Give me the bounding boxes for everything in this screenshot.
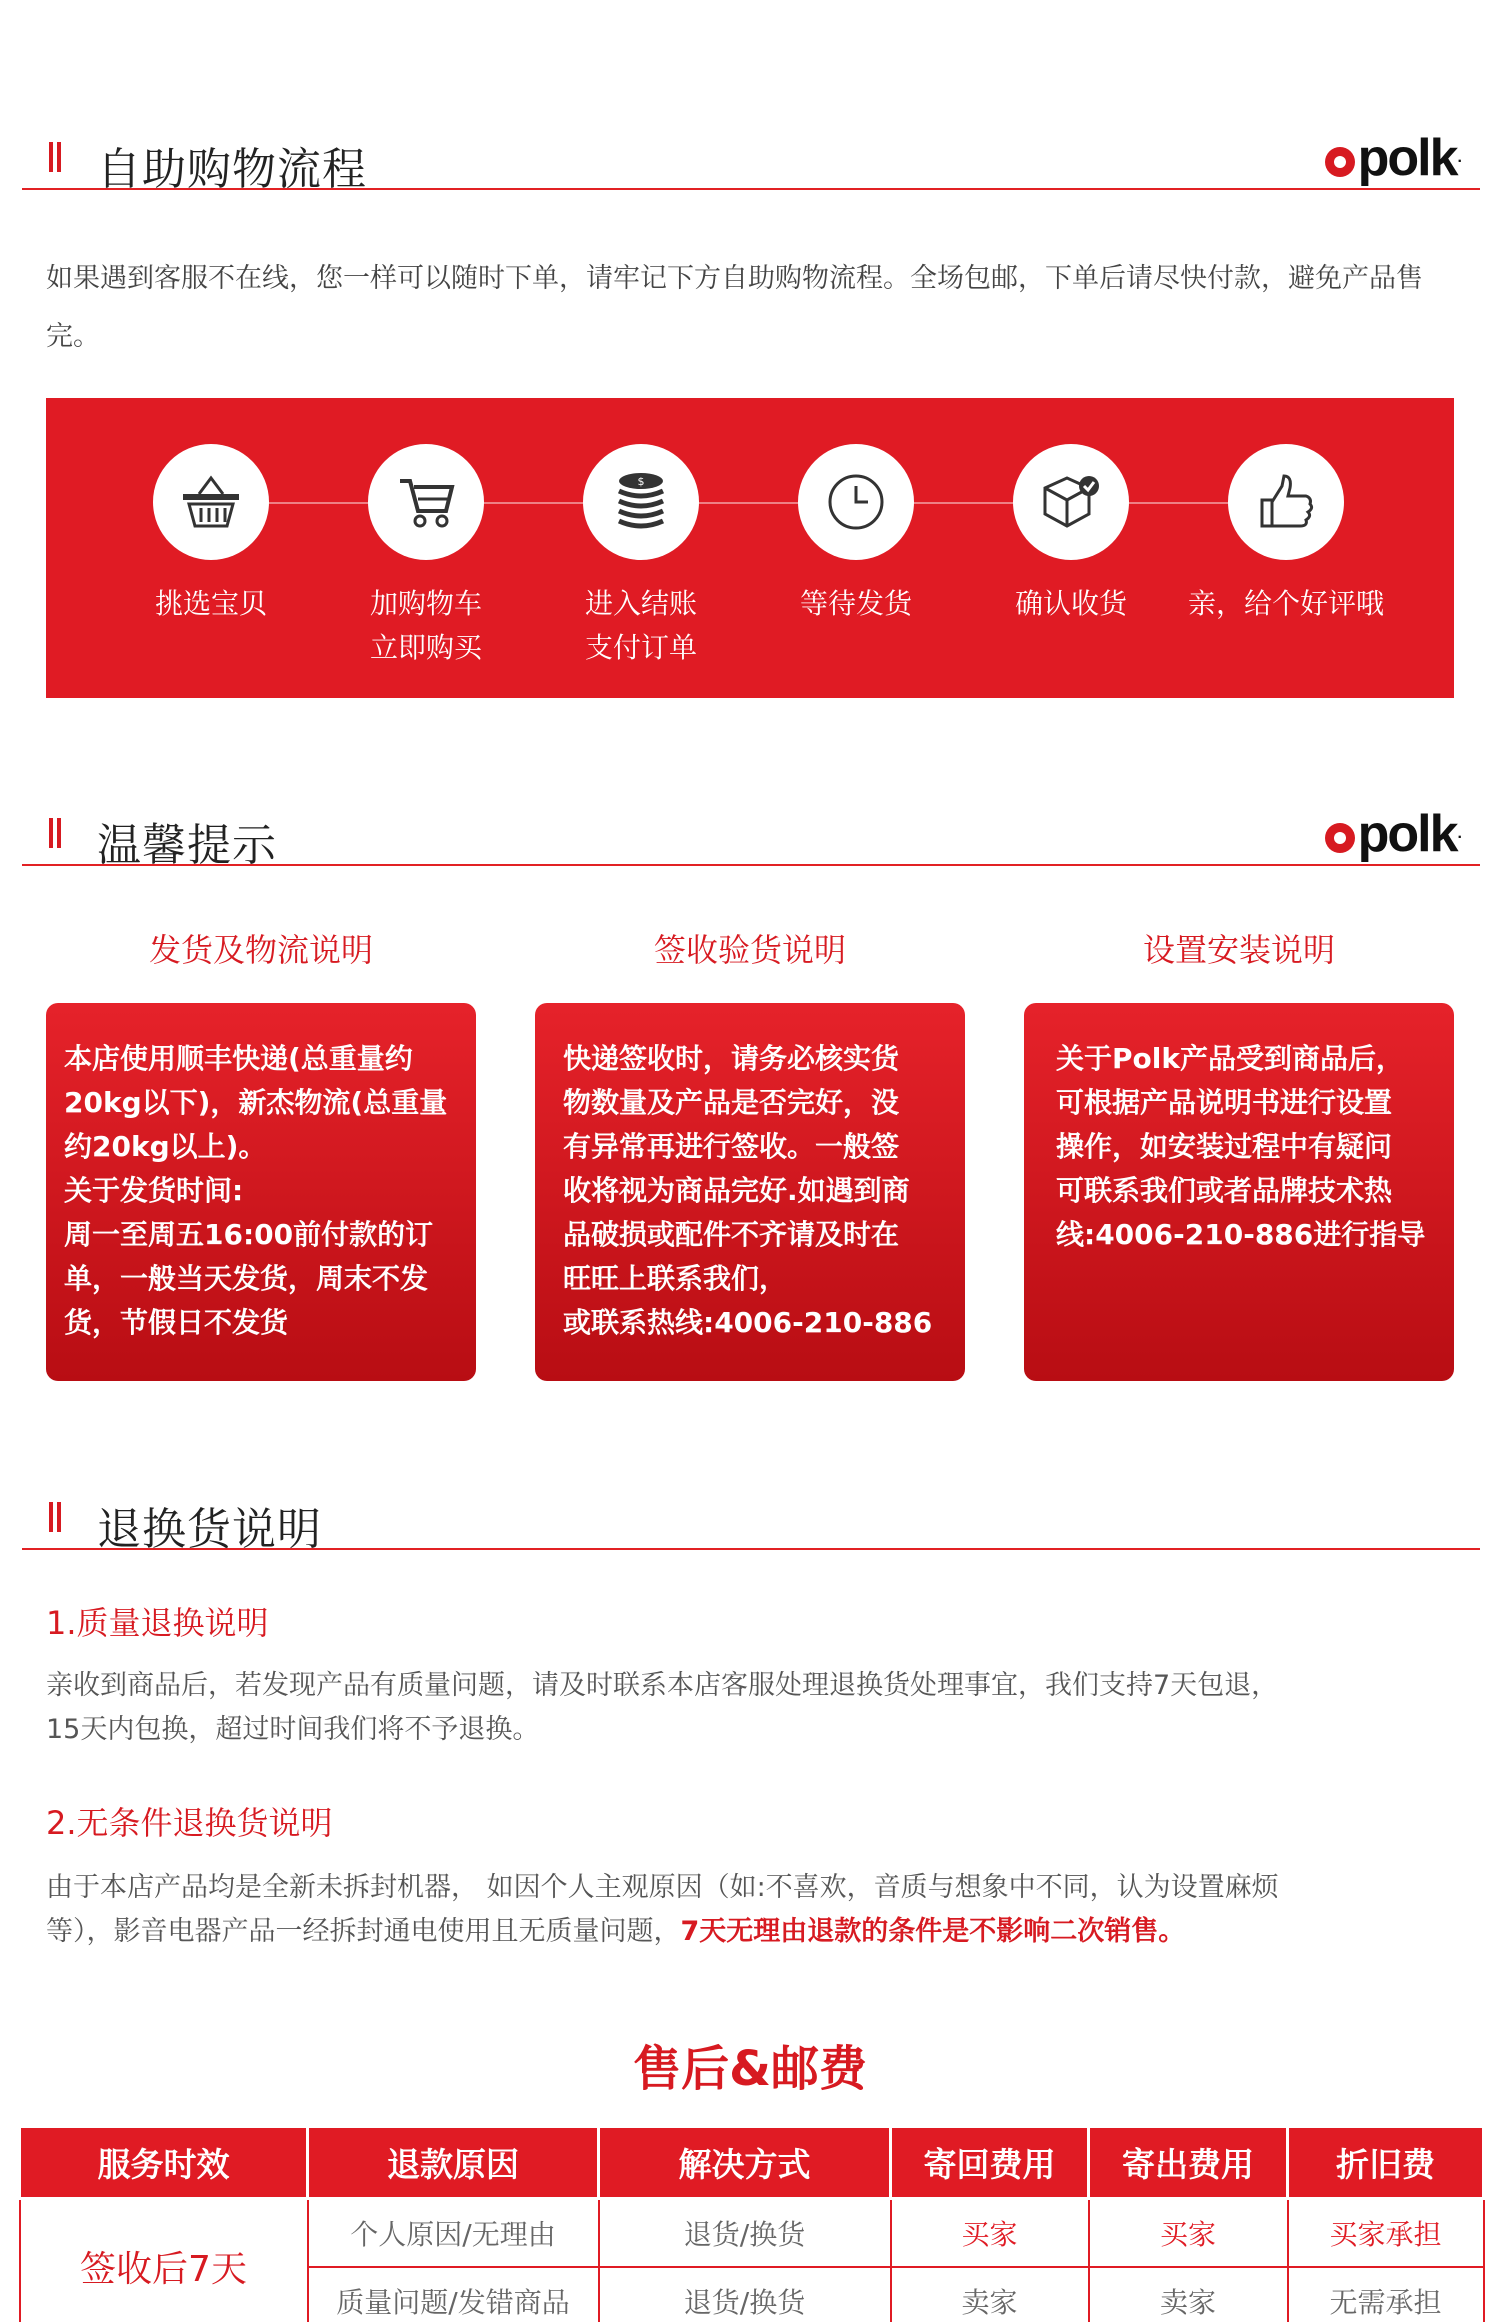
tip-card: 本店使用顺丰快递(总重量约 20kg以下)，新杰物流(总重量 约20kg以上)。 关于发货时间: 周一至周五16:00前付款的订 单，一般当天发货，周末不发 货，节假日不发货 [46, 1003, 476, 1381]
tip-shipping [46, 925, 476, 1381]
header-cell: 寄出费用 [1089, 2127, 1288, 2199]
table-cell: 买家 [1089, 2199, 1288, 2267]
svg-text:$: $ [637, 475, 645, 488]
header-cell: 退款原因 [308, 2127, 599, 2199]
section-marker-icon [49, 818, 53, 848]
section-title: 退换货说明 [97, 1504, 322, 1555]
section-header-shopping-flow [22, 129, 1480, 195]
section-header-tips [22, 805, 1480, 871]
table-cell: 退货/换货 [599, 2199, 891, 2267]
clock-icon [798, 444, 914, 560]
highlight-text: 7天无理由退款的条件是不影响二次销售。 [680, 1916, 1186, 1947]
intro-text: 如果遇到客服不在线，您一样可以随时下单，请牢记下方自助购物流程。全场包邮，下单后请尽快付款，避免产品售完。 [46, 263, 1423, 352]
shopping-flow-banner [46, 398, 1454, 698]
polk-logo: polk . [1325, 804, 1460, 864]
table-cell: 质量问题/发错商品 [308, 2267, 599, 2322]
table-header-row [20, 2127, 1484, 2199]
section-title: 温馨提示 [97, 820, 277, 871]
tip-card: 快递签收时，请务必核实货 物数量及产品是否完好，没 有异常再进行签收。一般签 收将视为商品完好.如遇到商 品破损或配件不齐请及时在 旺旺上联系我们， 或联系热线:4006-210-886 [535, 1003, 965, 1381]
quality-return-text: 亲收到商品后，若发现产品有质量问题，请及时联系本店客服处理退换货处理事宜，我们支持7天包退， 15天内包换，超过时间我们将不予退换。 [46, 1670, 1279, 1745]
flow-step-pick: 挑选宝贝 [111, 444, 311, 626]
unconditional-return-title: 2.无条件退换货说明 [46, 1804, 333, 1842]
table-row [20, 2199, 1484, 2267]
period-cell: 签收后7天 [20, 2199, 308, 2322]
table-cell: 无需承担 [1288, 2267, 1484, 2322]
after-sales-table [18, 2125, 1485, 2322]
tip-title: 签收验货说明 [653, 931, 846, 969]
tip-installation [1024, 925, 1454, 1381]
section-marker-icon [49, 142, 53, 172]
tip-receipt [535, 925, 965, 1381]
tip-title: 设置安装说明 [1142, 931, 1335, 969]
table-cell: 卖家 [891, 2267, 1089, 2322]
section-title: 自助购物流程 [97, 144, 367, 195]
table-cell: 退货/换货 [599, 2267, 891, 2322]
table-cell: 个人原因/无理由 [308, 2199, 599, 2267]
header-cell: 寄回费用 [891, 2127, 1089, 2199]
table-cell: 买家承担 [1288, 2199, 1484, 2267]
tip-title: 发货及物流说明 [148, 931, 373, 969]
tip-card: 关于Polk产品受到商品后， 可根据产品说明书进行设置 操作，如安装过程中有疑问 可联系我们或者品牌技术热 线:4006-210-886进行指导 [1024, 1003, 1454, 1381]
unconditional-return-text: 由于本店产品均是全新未拆封机器， 如因个人主观原因（如:不喜欢，音质与想象中不同，认为设置麻烦 等），影音电器产品一经拆封通电使用且无质量问题，7天无理由退款的条件是不影响二次销售。 [46, 1872, 1279, 1947]
cart-icon [368, 444, 484, 560]
section-marker-icon [49, 1502, 53, 1532]
flow-step-confirm: 确认收货 [971, 444, 1171, 626]
table-cell: 买家 [891, 2199, 1089, 2267]
section-header-returns [22, 1490, 1480, 1555]
table-cell: 卖家 [1089, 2267, 1288, 2322]
header-cell: 解决方式 [599, 2127, 891, 2199]
flow-step-wait: 等待发货 [756, 444, 956, 626]
flow-step-checkout: $ 进入结账 支付订单 [541, 444, 741, 670]
flow-step-cart: 加购物车 立即购买 [326, 444, 526, 670]
coins-icon [583, 444, 699, 560]
header-cell: 折旧费 [1288, 2127, 1484, 2199]
quality-return-title: 1.质量退换说明 [46, 1604, 269, 1642]
flow-step-review: 亲，给个好评哦 [1186, 444, 1386, 626]
after-sales-title: 售后&邮费 [633, 2041, 867, 2097]
header-cell: 服务时效 [20, 2127, 308, 2199]
package-check-icon [1013, 444, 1129, 560]
thumbs-up-icon [1228, 444, 1344, 560]
basket-icon [153, 444, 269, 560]
polk-logo: polk . [1325, 128, 1460, 188]
